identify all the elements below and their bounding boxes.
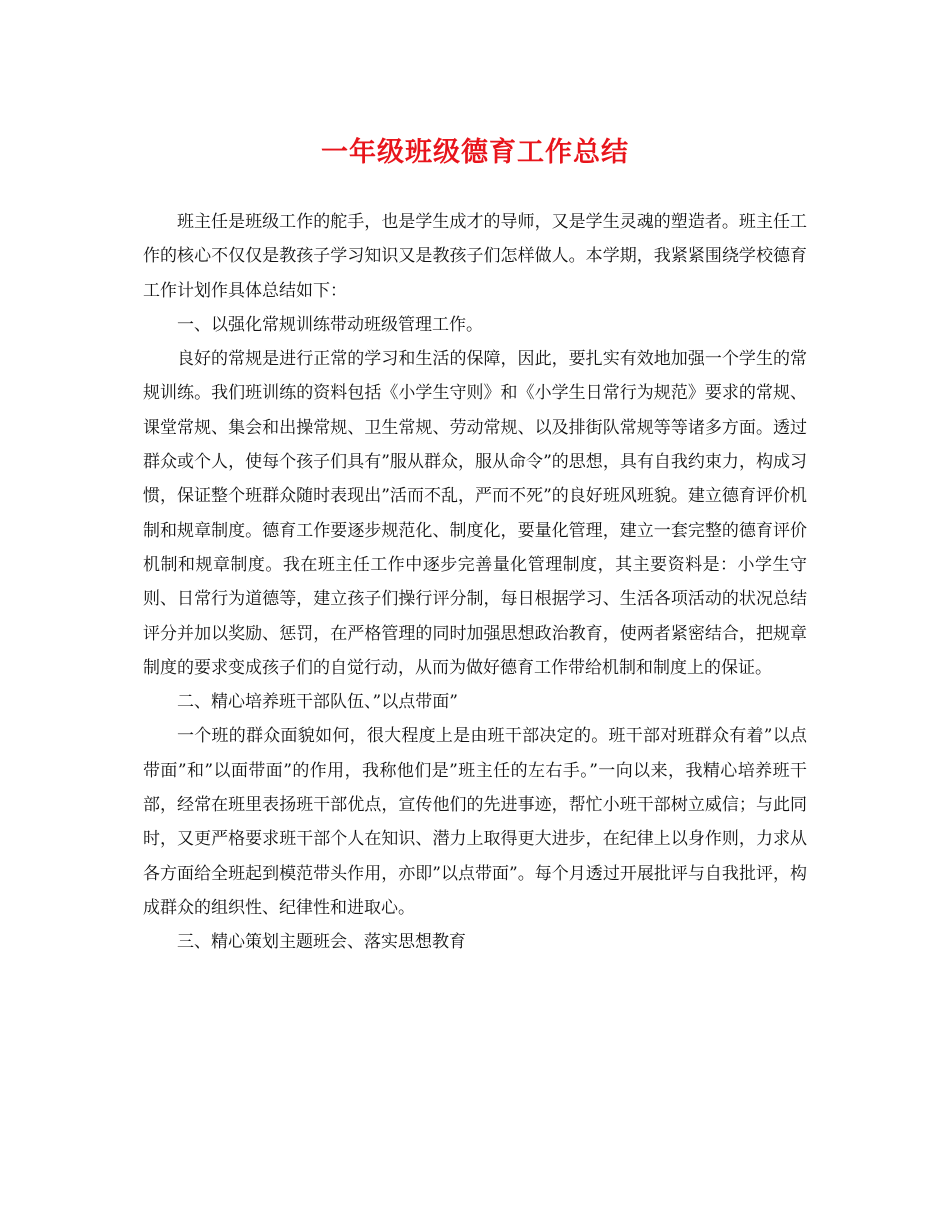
paragraph-intro: 班主任是班级工作的舵手，也是学生成才的导师，又是学生灵魂的塑造者。班主任工作的核心不仅仅是教孩子学习知识又是教孩子们怎样做人。本学期，我紧紧围绕学校德育工作计划作具体总结如下： [143, 212, 807, 301]
document-body [143, 205, 807, 960]
section-heading-3: 三、精心策划主题班会、落实思想教育 [177, 932, 466, 953]
section-heading-2: 二、精心培养班干部队伍、”以点带面” [177, 692, 458, 713]
paragraph-routine-training: 良好的常规是进行正常的学习和生活的保障，因此，要扎实有效地加强一个学生的常规训练。我们班训练的资料包括《小学生守则》和《小学生日常行为规范》要求的常规、课堂常规、集会和出操常规、卫生常规、劳动常规、以及排街队常规等等诸多方面。透过群众或个人，使每个孩子们具有”服从群众，服从命令”的思想，具有自我约束力，构成习惯，保证整个班群众随时表现出”活而不乱，严而不死”的良好班风班貌。建立德育评价机制和规章制度。德育工作要逐步规范化、制度化，要量化管理，建立一套完整的德育评价机制和规章制度。我在班主任工作中逐步完善量化管理制度，其主要资料是：小学生守则、日常行为道德等，建立孩子们操行评分制，每日根据学习、生活各项活动的状况总结评分并加以奖励、惩罚，在严格管理的同时加强思想政治教育，使两者紧密结合，把规章制度的要求变成孩子们的自觉行动，从而为做好德育工作带给机制和制度上的保证。 [143, 349, 807, 678]
section-heading-1: 一、以强化常规训练带动班级管理工作。 [177, 314, 483, 335]
document-title: 一年级班级德育工作总结 [321, 137, 629, 168]
paragraph-class-cadres: 一个班的群众面貌如何，很大程度上是由班干部决定的。班干部对班群众有着”以点带面”和”以面带面”的作用，我称他们是”班主任的左右手。”一向以来，我精心培养班干部，经常在班里表扬班干部优点，宣传他们的先进事迹，帮忙小班干部树立威信；与此同时，又更严格要求班干部个人在知识、潜力上取得更大进步，在纪律上以身作则，力求从各方面给全班起到模范带头作用，亦即”以点带面”。每个月透过开展批评与自我批评，构成群众的组织性、纪律性和进取心。 [143, 726, 807, 918]
